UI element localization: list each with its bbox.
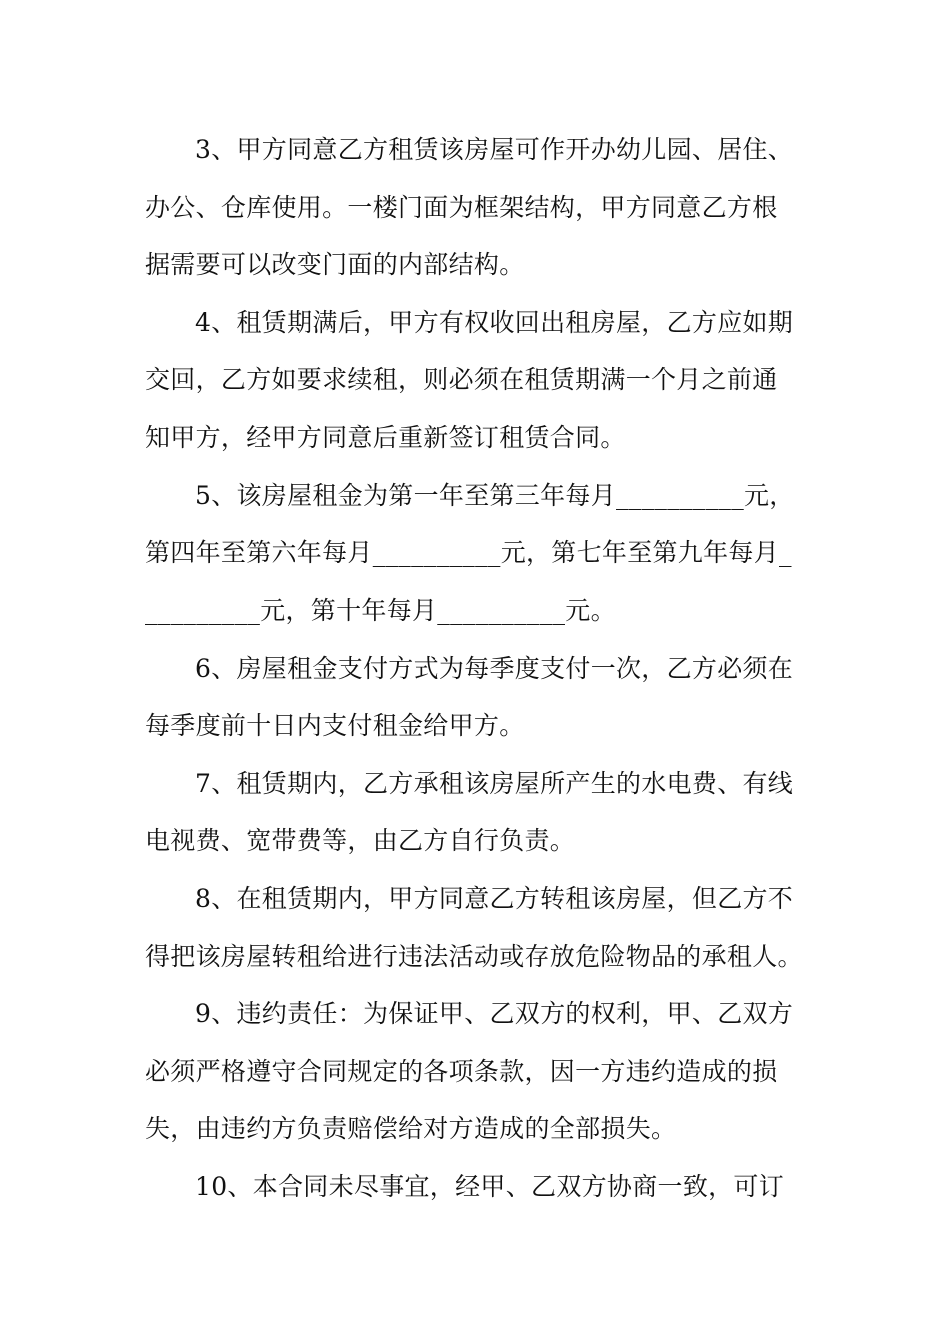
clause-4-line-3: 知甲方，经甲方同意后重新签订租赁合同。 — [145, 423, 626, 452]
clause-5-line-1: 5、该房屋租金为第一年至第三年每月__________元， — [195, 481, 795, 510]
clause-7-line-2: 电视费、宽带费等，由乙方自行负责。 — [145, 826, 576, 855]
clause-8-line-1: 8、在租赁期内，甲方同意乙方转租该房屋，但乙方不 — [195, 884, 794, 913]
clause-3-line-3: 据需要可以改变门面的内部结构。 — [145, 250, 525, 279]
clause-3-line-1: 3、甲方同意乙方租赁该房屋可作开办幼儿园、居住、 — [195, 135, 794, 164]
clause-4-line-1: 4、租赁期满后，甲方有权收回出租房屋，乙方应如期 — [195, 308, 794, 337]
clause-5-line-3: _________元，第十年每月__________元。 — [145, 596, 616, 625]
clause-9-line-3: 失，由违约方负责赔偿给对方造成的全部损失。 — [145, 1114, 677, 1143]
clause-8-line-2: 得把该房屋转租给进行违法活动或存放危险物品的承租人。 — [145, 942, 803, 971]
clause-4-line-2: 交回，乙方如要求续租，则必须在租赁期满一个月之前通 — [145, 365, 778, 394]
clause-6-line-1: 6、房屋租金支付方式为每季度支付一次，乙方必须在 — [195, 654, 794, 683]
clause-9-line-2: 必须严格遵守合同规定的各项条款，因一方违约造成的损 — [145, 1057, 778, 1086]
clause-3-line-2: 办公、仓库使用。一楼门面为框架结构，甲方同意乙方根 — [145, 193, 778, 222]
clause-9-line-1: 9、违约责任：为保证甲、乙双方的权利，甲、乙双方 — [195, 999, 794, 1028]
clause-7-line-1: 7、租赁期内，乙方承租该房屋所产生的水电费、有线 — [195, 769, 794, 798]
clause-10-line-1: 10、本合同未尽事宜，经甲、乙双方协商一致，可订 — [195, 1172, 785, 1201]
clause-5-line-2: 第四年至第六年每月__________元，第七年至第九年每月_ — [145, 538, 792, 567]
clause-6-line-2: 每季度前十日内支付租金给甲方。 — [145, 711, 525, 740]
